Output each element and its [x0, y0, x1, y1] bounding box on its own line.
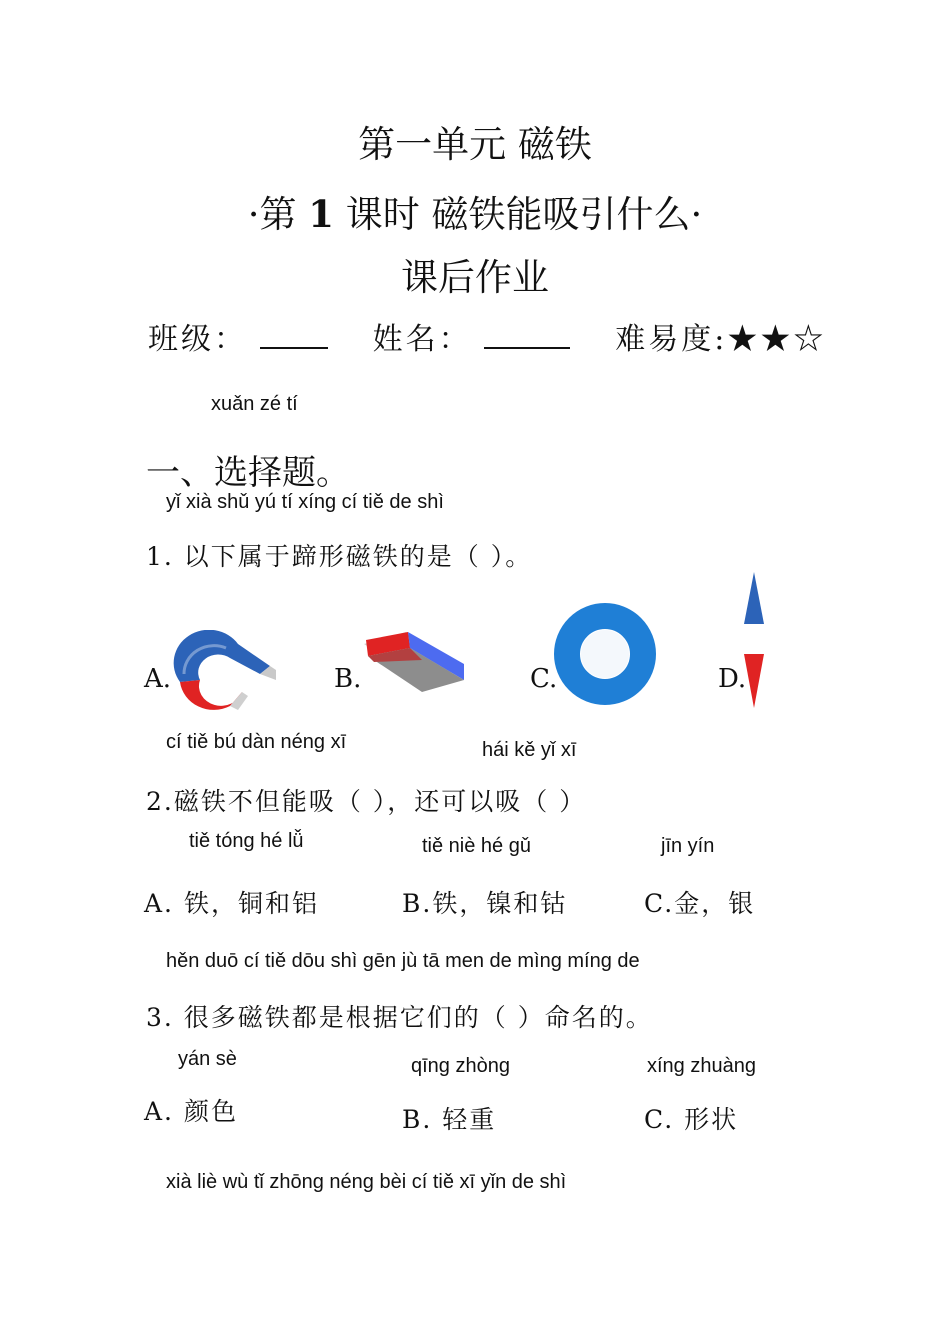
q3-option-b[interactable] [402, 1100, 496, 1136]
lesson-prefix: ·第 [247, 193, 309, 236]
needle-magnet-icon[interactable] [738, 570, 770, 710]
q2-option-b[interactable] [402, 884, 567, 920]
q2-option-a-text: 铁，铜和铝 [174, 889, 319, 918]
section1-title: 一、选择题。 [146, 453, 350, 493]
q2-option-c-pinyin: jīn yín [661, 835, 715, 857]
q2-pinyin-b: hái kě yǐ xī [482, 739, 577, 761]
q2-option-a-label: A. [144, 889, 175, 918]
q2-option-c-label: C. [644, 889, 675, 918]
section1-pinyin: xuǎn zé tí [211, 393, 298, 415]
q4-pinyin: xià liè wù tǐ zhōng néng bèi cí tiě xī yǐn de shì [166, 1171, 567, 1193]
q2-option-b-pinyin: tiě niè hé gǔ [422, 835, 531, 857]
q2-option-c[interactable] [644, 884, 755, 920]
difficulty-stars: ★★☆ [727, 322, 827, 357]
q1-option-c-label[interactable]: C. [530, 664, 558, 694]
unit-title: 第一单元 磁铁 [358, 123, 592, 166]
q3-option-b-pinyin: qīng zhòng [411, 1055, 510, 1077]
class-blank[interactable] [260, 321, 328, 349]
homework-title: 课后作业 [401, 256, 549, 299]
q2-text: 2.磁铁不但能吸（ ），还可以吸（ ） [146, 787, 587, 816]
lesson-suffix: 课时 磁铁能吸引什么· [333, 193, 703, 236]
name-label: 姓名： [372, 322, 472, 357]
q3-option-c-text: 形状 [674, 1105, 739, 1134]
q2-option-a[interactable] [144, 884, 319, 920]
info-line [148, 314, 826, 358]
q1-option-a-label[interactable]: A. [144, 664, 172, 694]
q3-option-a-label: A. [144, 1097, 175, 1126]
bar-magnet-icon[interactable] [360, 630, 470, 696]
q2-pinyin-a: cí tiě bú dàn néng xī [166, 731, 347, 753]
q2-option-b-label: B. [402, 889, 433, 918]
difficulty-label: 难易度: [615, 322, 728, 357]
q2-option-a-pinyin: tiě tóng hé lǚ [189, 830, 304, 852]
q3-option-b-text: 轻重 [432, 1105, 497, 1134]
q3-option-c[interactable] [644, 1100, 738, 1136]
q2-option-b-text: 铁，镍和钴 [432, 889, 568, 918]
q3-option-c-label: C. [644, 1105, 675, 1134]
q3-option-c-pinyin: xíng zhuàng [647, 1055, 756, 1077]
q3-option-b-label: B. [402, 1105, 433, 1134]
q3-option-a-pinyin: yán sè [178, 1048, 237, 1070]
lesson-number: 1 [308, 192, 334, 236]
lesson-title [0, 184, 950, 238]
class-label: 班级： [148, 322, 247, 357]
q3-option-a[interactable] [144, 1092, 238, 1128]
q2-option-c-text: 金，银 [674, 889, 756, 918]
name-blank[interactable] [484, 321, 570, 349]
q3-option-a-text: 颜色 [174, 1097, 238, 1126]
q1-text: 1. 以下属于蹄形磁铁的是（ ）。 [146, 542, 533, 571]
ring-magnet-icon[interactable] [553, 602, 657, 706]
horseshoe-magnet-icon[interactable] [170, 630, 280, 710]
q3-text: 3. 很多磁铁都是根据它们的（ ）命名的。 [146, 1003, 653, 1032]
q3-pinyin: hěn duō cí tiě dōu shì gēn jù tā men de mìng míng de [166, 950, 640, 972]
q1-pinyin: yǐ xià shǔ yú tí xíng cí tiě de shì [166, 491, 444, 513]
q1-option-d-label[interactable]: D. [718, 664, 747, 694]
q1-option-b-label[interactable]: B. [334, 664, 362, 694]
